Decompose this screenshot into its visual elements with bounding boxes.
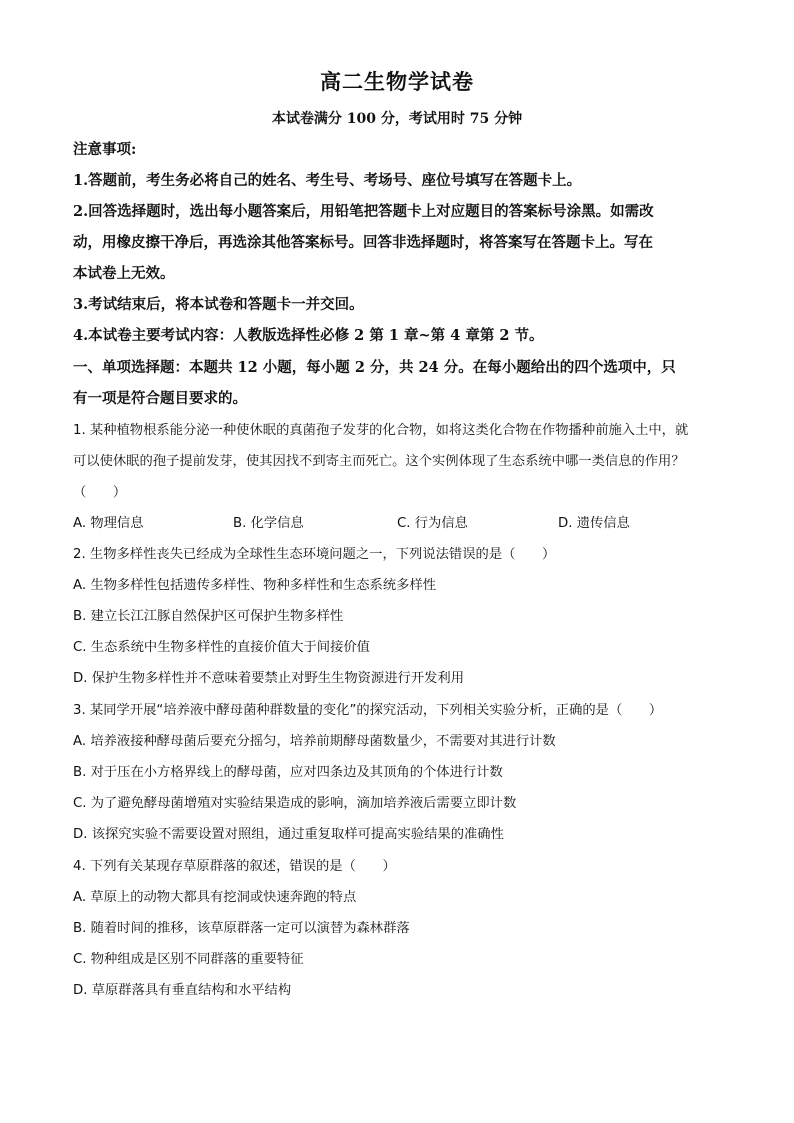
- q3-option-b: B. 对于压在小方格界线上的酵母菌，应对四条边及其顶角的个体进行计数: [73, 765, 503, 780]
- q1-answer-blank: （ ）: [73, 485, 127, 500]
- note-item: 本试卷上无效。: [73, 265, 175, 282]
- q3-stem: 3. 某同学开展“培养液中酵母菌种群数量的变化”的探究活动，下列相关实验分析，正确的是（ ）: [73, 703, 663, 718]
- q2-option-c: C. 生态系统中生物多样性的直接价值大于间接价值: [73, 640, 370, 655]
- q2-option-b: B. 建立长江江豚自然保护区可保护生物多样性: [73, 609, 344, 624]
- q2-option-a: A. 生物多样性包括遗传多样性、物种多样性和生态系统多样性: [73, 578, 437, 593]
- notes-heading: 注意事项:: [73, 141, 137, 158]
- q2-stem: 2. 生物多样性丧失已经成为全球性生态环境问题之一，下列说法错误的是（ ）: [73, 547, 556, 562]
- q1-stem-cont: 可以使休眠的孢子提前发芽，使其因找不到寄主而死亡。这个实例体现了生态系统中哪一类信息的作用？: [73, 454, 685, 469]
- q4-option-c: C. 物种组成是区别不同群落的重要特征: [73, 952, 304, 967]
- q4-stem: 4. 下列有关某现存草原群落的叙述，错误的是（ ）: [73, 859, 396, 874]
- q1-options: [73, 509, 723, 539]
- note-item: 2.回答选择题时，选出每小题答案后，用铅笔把答题卡上对应题目的答案标号涂黑。如需改: [73, 203, 654, 220]
- q4-option-a: A. 草原上的动物大都具有挖洞或快速奔跑的特点: [73, 890, 357, 905]
- q3-option-a: A. 培养液接种酵母菌后要充分摇匀，培养前期酵母菌数量少，不需要对其进行计数: [73, 734, 556, 749]
- note-item: 动，用橡皮擦干净后，再选涂其他答案标号。回答非选择题时，将答案写在答题卡上。写在: [73, 234, 653, 251]
- note-item: 4.本试卷主要考试内容：人教版选择性必修 2 第 1 章~第 4 章第 2 节。: [73, 327, 544, 344]
- note-item: 1.答题前，考生务必将自己的姓名、考生号、考场号、座位号填写在答题卡上。: [73, 172, 582, 189]
- exam-subtitle: 本试卷满分 100 分，考试用时 75 分钟: [271, 111, 523, 127]
- q3-option-d: D. 该探究实验不需要设置对照组，通过重复取样可提高实验结果的准确性: [73, 827, 504, 842]
- q1-option-a: A. 物理信息: [73, 516, 144, 531]
- exam-title: 高二生物学试卷: [320, 69, 474, 94]
- q4-option-b: B. 随着时间的推移，该草原群落一定可以演替为森林群落: [73, 921, 410, 936]
- q4-option-d: D. 草原群落具有垂直结构和水平结构: [73, 983, 292, 998]
- q2-option-d: D. 保护生物多样性并不意味着要禁止对野生生物资源进行开发利用: [73, 671, 465, 686]
- note-item: 3.考试结束后，将本试卷和答题卡一并交回。: [73, 296, 364, 313]
- q1-option-b: B. 化学信息: [233, 516, 304, 531]
- section-heading: 一、单项选择题：本题共 12 小题，每小题 2 分，共 24 分。在每小题给出的四个选项中，只: [73, 359, 676, 376]
- section-heading-cont: 有一项是符合题目要求的。: [73, 390, 247, 407]
- q1-stem: 1. 某种植物根系能分泌一种使休眠的真菌孢子发芽的化合物，如将这类化合物在作物播种前施入土中，就: [73, 423, 689, 438]
- q3-option-c: C. 为了避免酵母菌增殖对实验结果造成的影响，滴加培养液后需要立即计数: [73, 796, 517, 811]
- q1-option-d: D. 遗传信息: [558, 516, 630, 531]
- q1-option-c: C. 行为信息: [397, 516, 468, 531]
